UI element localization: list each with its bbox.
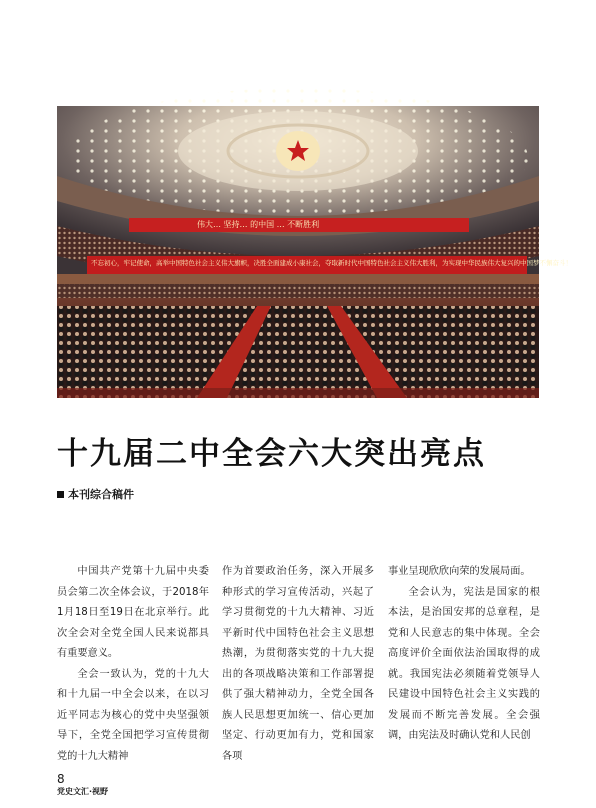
text-column-2 (222, 562, 374, 767)
article-title: 十九届二中全会六大突出亮点 (57, 436, 486, 472)
page-number: 8 (57, 772, 65, 786)
paragraph: 作为首要政治任务，深入开展多种形式的学习宣传活动，兴起了学习贯彻党的十九大精神、习近平新时代中国特色社会主义思想热潮，为贯彻落实党的十九大提出的各项战略决策和工作部署提供了强大精神动力，全党全国各族人民思想更加统一、信心更加坚定、行动更加有力，党和国家各项 (222, 566, 374, 762)
magazine-name: 党史文汇·视野 (57, 787, 109, 796)
great-hall-photo (57, 106, 572, 398)
text-column-3 (388, 562, 540, 747)
byline-text: 本刊综合稿件 (68, 488, 134, 501)
square-bullet-icon (57, 491, 64, 498)
hall-illustration (57, 106, 572, 398)
paragraph: 全会认为，宪法是国家的根本法，是治国安邦的总章程，是党和人民意志的集中体现。全会高度评价全面依法治国取得的成就。我国宪法必须随着党领导人民建设中国特色社会主义实践的发展而不断完善发展。全会强调，由宪法及时确认党和人民创 (388, 586, 540, 741)
text-column-1 (57, 562, 209, 767)
byline (57, 486, 134, 502)
paragraph: 全会一致认为，党的十九大和十九届一中全会以来，在以习近平同志为核心的党中央坚强领导下，全党全国把学习宣传贯彻党的十九大精神 (57, 668, 209, 762)
banner-upper-text: 伟大… 坚持… 的中国 … 不断胜利 (197, 220, 320, 229)
paragraph: 中国共产党第十九届中央委员会第二次全体会议，于2018年1月18日至19日在北京举行。此次全会对全党全国人民来说都具有重要意义。 (57, 566, 209, 659)
banner-main-text: 不忘初心，牢记使命，高举中国特色社会主义伟大旗帜，决胜全面建成小康社会，夺取新时代中国特色社会主义伟大胜利，为实现中华民族伟大复兴的中国梦不懈奋斗！ (91, 259, 572, 267)
paragraph: 事业呈现欣欣向荣的发展局面。 (388, 566, 531, 577)
